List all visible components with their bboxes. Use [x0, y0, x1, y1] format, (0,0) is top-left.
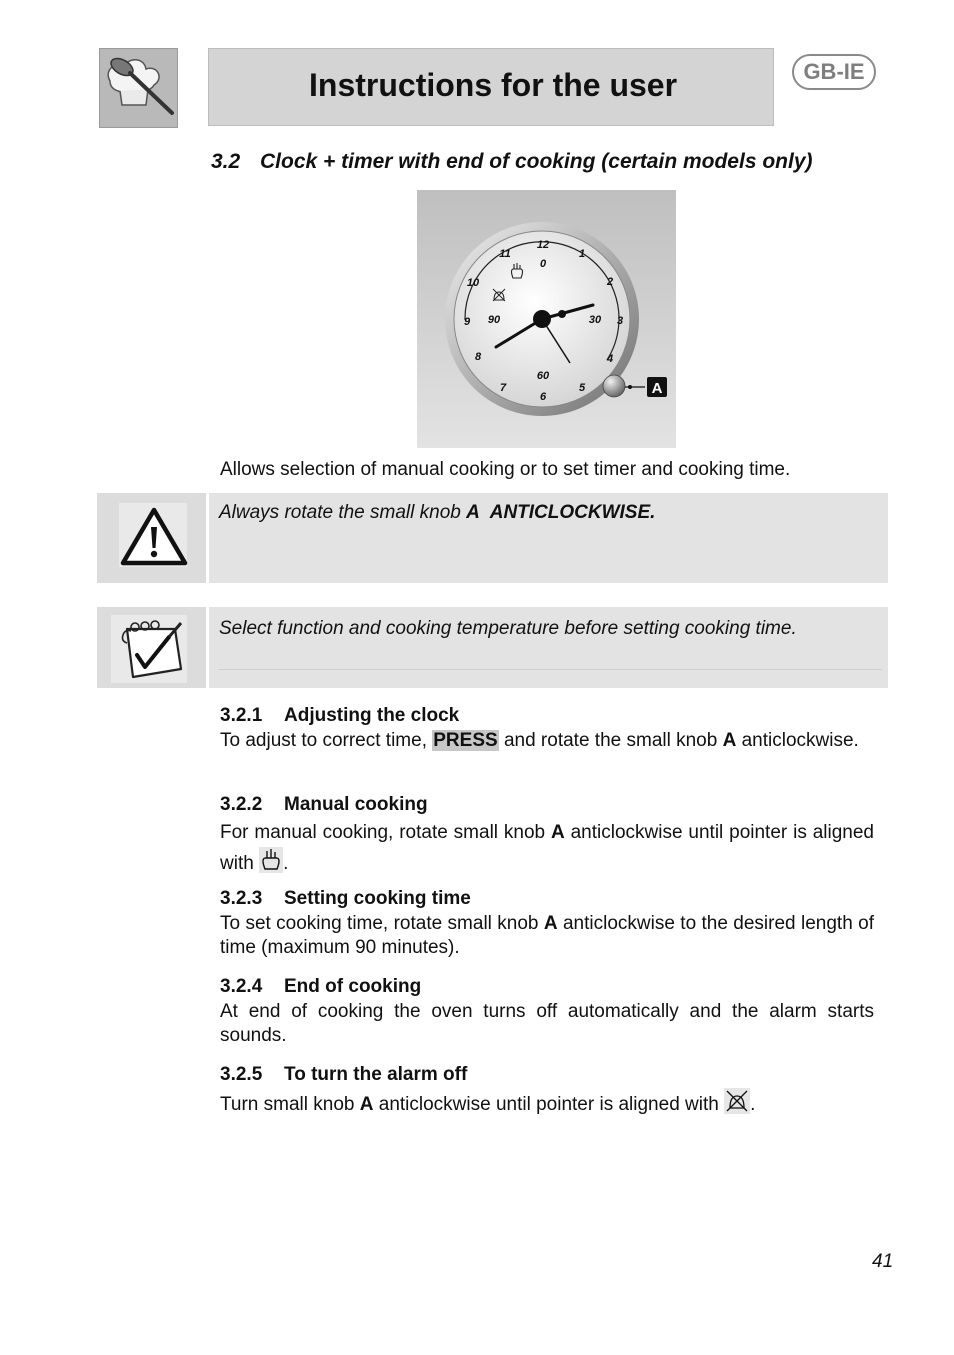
clock-timer-dial — [417, 190, 676, 448]
dial-minutes-0: 0 — [539, 258, 547, 270]
press-label: PRESS — [433, 730, 498, 751]
subsection-text-3-2-5: Turn small knob A anticlockwise until pointer is aligned with . — [220, 1088, 874, 1123]
anticlockwise-emphasis: ANTICLOCKWISE. — [489, 502, 656, 523]
small-knob — [603, 375, 625, 397]
dial-minutes-90: 90 — [487, 314, 501, 326]
info-text: Select function and cooking temperature before setting cooking time. — [219, 618, 797, 639]
knob-ref: A — [550, 822, 565, 843]
subsection-text-3-2-2: For manual cooking, rotate small knob A anticlockwise until pointer is aligned with . — [220, 822, 874, 874]
knob-ref: A — [543, 913, 558, 934]
dial-number-7: 7 — [499, 382, 507, 394]
dial-number-1: 1 — [578, 248, 586, 260]
knob-ref: A — [359, 1094, 374, 1115]
subsection-text-3-2-4: At end of cooking the oven turns off automatically and the alarm starts sounds. — [220, 1001, 874, 1046]
knob-ref: A — [722, 730, 737, 751]
subsection-text-3-2-1: To adjust to correct time, PRESS and rotate the small knob A anticlockwise. — [220, 730, 859, 751]
knob-label: A — [651, 380, 663, 397]
dial-minutes-60: 60 — [536, 370, 550, 382]
page-title: Instructions for the user — [309, 67, 678, 103]
dial-number-12: 12 — [536, 239, 550, 251]
dial-number-3: 3 — [616, 315, 624, 327]
subsection-heading-3-2-1: 3.2.1 Adjusting the clock — [220, 705, 460, 726]
intro-text: Allows selection of manual cooking or to set timer and cooking time. — [220, 459, 791, 480]
dial-number-6: 6 — [539, 391, 547, 403]
hand-manual-icon — [259, 847, 283, 873]
dial-number-8: 8 — [474, 351, 482, 363]
subsection-heading-3-2-5: 3.2.5 To turn the alarm off — [220, 1064, 468, 1085]
warning-text: Always rotate the small knob A ANTICLOCKWISE. — [219, 502, 656, 523]
subsection-text-3-2-3: To set cooking time, rotate small knob A anticlockwise to the desired length of time (maximum 90 minutes). — [220, 913, 874, 958]
info-note — [97, 607, 888, 688]
warning-note — [97, 493, 888, 583]
section-number: 3.2 — [211, 150, 241, 173]
section-title: Clock + timer with end of cooking (certain models only) — [260, 150, 813, 173]
subsection-heading-3-2-2: 3.2.2 Manual cooking — [220, 794, 428, 815]
dial-number-9: 9 — [463, 316, 471, 328]
dial-number-2: 2 — [606, 276, 614, 288]
subsection-heading-3-2-3: 3.2.3 Setting cooking time — [220, 888, 471, 909]
dial-number-10: 10 — [466, 277, 480, 289]
subsection-heading-3-2-4: 3.2.4 End of cooking — [220, 976, 422, 997]
page-number: 41 — [872, 1251, 894, 1272]
notepad-pencil-icon — [97, 607, 206, 688]
dial-number-11: 11 — [499, 248, 511, 260]
bell-off-icon — [724, 1088, 750, 1114]
dial-minutes-30: 30 — [588, 314, 602, 326]
region-badge: GB-IE — [792, 54, 876, 90]
warning-triangle-icon — [97, 493, 206, 583]
knob-ref: A — [466, 502, 480, 523]
logo — [99, 48, 178, 128]
dial-number-4: 4 — [606, 353, 614, 365]
clock-figure — [417, 190, 676, 448]
header-title-bar — [208, 48, 774, 126]
dial-number-5: 5 — [578, 382, 586, 394]
section-heading — [211, 150, 813, 174]
chef-hat-spoon-icon — [100, 49, 177, 127]
